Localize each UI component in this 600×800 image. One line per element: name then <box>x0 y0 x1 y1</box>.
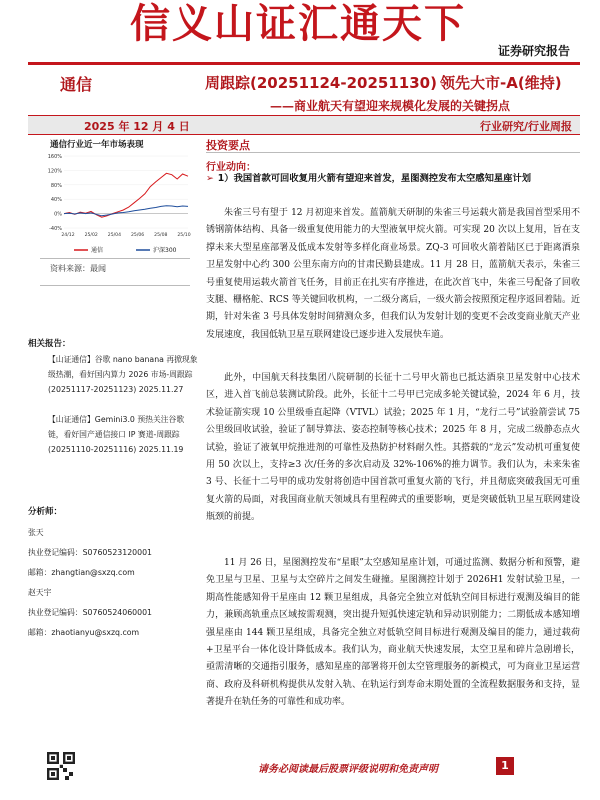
chart-source: 资料来源：最闻 <box>50 264 106 273</box>
market-performance-chart <box>40 150 192 256</box>
related-report-2[interactable]: 【山证通信】Gemini3.0 预热关注谷歌链，看好国产通信接口 IP 赛道-周跟踪(20251110-20251116) 2025.11.19 <box>48 415 185 454</box>
subsection-heading: 行业动向： <box>206 162 256 173</box>
industry-label: 通信 <box>60 75 93 94</box>
headline: ➢ 1）我国首款可回收复用火箭有望迎来首发，星图测控发布太空感知星座计划 <box>206 173 532 184</box>
series-line-hs300 <box>64 206 188 216</box>
qr-code-icon <box>47 752 75 780</box>
source-rule <box>40 285 190 286</box>
x-tick-label: 25/08 <box>154 233 168 238</box>
y-tick-label: 160% <box>47 154 62 160</box>
related-reports-heading: 相关报告： <box>28 339 71 349</box>
legend-label: 沪深300 <box>153 247 177 254</box>
section-heading: 投资要点 <box>206 139 250 152</box>
arrow-icon: ➢ <box>206 173 214 184</box>
analysts-heading: 分析师： <box>28 507 63 517</box>
date-bar <box>28 115 580 135</box>
brand-logo-text: 信义山证汇通天下 <box>130 0 466 47</box>
x-tick-label: 25/10 <box>177 233 191 238</box>
report-title: 周跟踪(20251124-20251130) <box>205 74 437 92</box>
rating-label: 领先大市-A(维持) <box>440 74 562 92</box>
analyst-name: 赵天宇 <box>28 588 52 597</box>
x-tick-label: 24/12 <box>61 233 75 238</box>
report-date: 2025 年 12 月 4 日 <box>84 120 190 133</box>
body-paragraph-3: 11 月 26 日，星图测控发布“星眼”太空感知星座计划，可通过监测、数据分析和预警，避免卫星与卫星、卫星与太空碎片之间发生碰撞。星图测控计划于 2026H1 发射试验卫星，一期高性能感知骨干星座由 12 颗卫星组成，具备完全独立对低轨空间目标进行观测及编目的能力，兼顾高轨重点区域按需观测，突出提升短弧快速定轨和异动识别能力；二期低成本感知增强星座由 144 颗卫星组成，具备完全独立对低轨空间目标进行观测及编目的能力，通过载荷+卫星平台一体化设计降低成本。我们认为，商业航天快速发展，太空卫星和碎片急剧增长，亟需清晰的交通指引服务，感知星座的部署将开创太空管理服务的新模式，可为商业卫星运营商、政府及科研机构提供从发射入轨、在轨运行到寿命末期处置的全流程数据服务和支持，显著提升在轨任务的可靠性和成功率。 <box>206 558 580 708</box>
report-subtitle: ——商业航天有望迎来规模化发展的关键拐点 <box>270 99 511 113</box>
header-divider <box>28 62 580 65</box>
series-line-telecom <box>64 173 188 217</box>
y-tick-label: 0% <box>54 211 62 218</box>
x-tick-label: 25/04 <box>107 233 122 238</box>
analyst-name: 张天 <box>28 528 44 537</box>
body-paragraph-2: 此外，中国航天科技集团八院研制的长征十二号甲火箭也已抵达酒泉卫星发射中心技术区，进入首飞前总装测试阶段。此外，长征十二号甲已完成多轮关键试验，2024 年 6 月，技术验证箭实现 10 公里级垂直起降（VTVL）试验；2025 年 1 月，“龙行二号”试验箭尝试 75 公里级回收试验，验证了制导算法、姿态控制等核心技术；2025 年 8 月，完成二级静态点火试验，验证了液氧甲烷推进剂的可靠性及热防护材料耐久性。其搭载的“龙云”发动机可重复使用 50 次以上，支持≥3 次/任务的多次启动及 32%-106%的推力调节。我们认为，未来朱雀 3 号、长征十二号甲的成功发射将创造中国首款可重复火箭的飞行，并且彻底突破我国无可重复火箭的局面，对我国商业航天领域具有里程碑式的重要影响，更是突破低轨卫星互联网建设瓶颈的前提。 <box>206 373 580 523</box>
chart-title: 通信行业近一年市场表现 <box>50 140 144 150</box>
x-tick-label: 25/02 <box>84 233 98 238</box>
body-paragraph-1: 朱雀三号有望于 12 月初迎来首发。蓝箭航天研制的朱雀三号运载火箭是我国首型采用不锈钢箭体结构、具备一级重复使用能力的大型液氧甲烷火箭。可实现 20 次以上复用，旨在支撑未来大型星座部署及低成本发射等多样化商业场景。ZQ-3 可回收火箭着陆区已于距离酒泉卫星发射中心约 300 公里东南方向的甘肃民勤县建成。11 月 28 日，蓝箭航天表示，朱雀三号重复使用运载火箭首飞任务，目前正在扎实有序推进，在此次首飞中，朱雀三号配备了回收支腿、栅格舵、RCS 等关键回收机构，一二级分离后，一级火箭会按照预定程序返回着陆。近期，针对朱雀 3 号具体发射时间猜测众多，但我们认为发射计划的变更不会改变商业航天产业发展速度，我国低轨卫星互联网建设已逐步进入发展快车道。 <box>206 208 580 340</box>
x-tick-label: 25/06 <box>130 233 145 238</box>
analyst-reg: 执业登记编码：S0760524060001 <box>28 608 153 617</box>
y-tick-label: 80% <box>50 182 62 189</box>
analyst-reg: 执业登记编码：S0760523120001 <box>28 548 153 557</box>
analyst-email[interactable]: 邮箱：zhangtian@sxzq.com <box>28 568 135 577</box>
page-number: 1 <box>496 757 514 775</box>
chart-bottom-rule <box>40 258 190 259</box>
related-report-1[interactable]: 【山证通信】谷歌 nano banana 再掀现象级热潮，看好国内算力 2026 市场-周跟踪(20251117-20251123) 2025.11.27 <box>48 355 198 394</box>
section-divider <box>206 152 580 153</box>
y-tick-label: -40% <box>49 226 62 232</box>
legend-label: 通信 <box>91 247 104 254</box>
disclaimer: 请务必阅读最后股票评级说明和免责声明 <box>258 764 438 775</box>
report-category: 行业研究/行业周报 <box>479 120 572 133</box>
analyst-email[interactable]: 邮箱：zhaotianyu@sxzq.com <box>28 628 140 637</box>
y-tick-label: 120% <box>47 168 62 175</box>
y-tick-label: 40% <box>50 197 62 204</box>
report-tag: 证券研究报告 <box>497 44 570 58</box>
